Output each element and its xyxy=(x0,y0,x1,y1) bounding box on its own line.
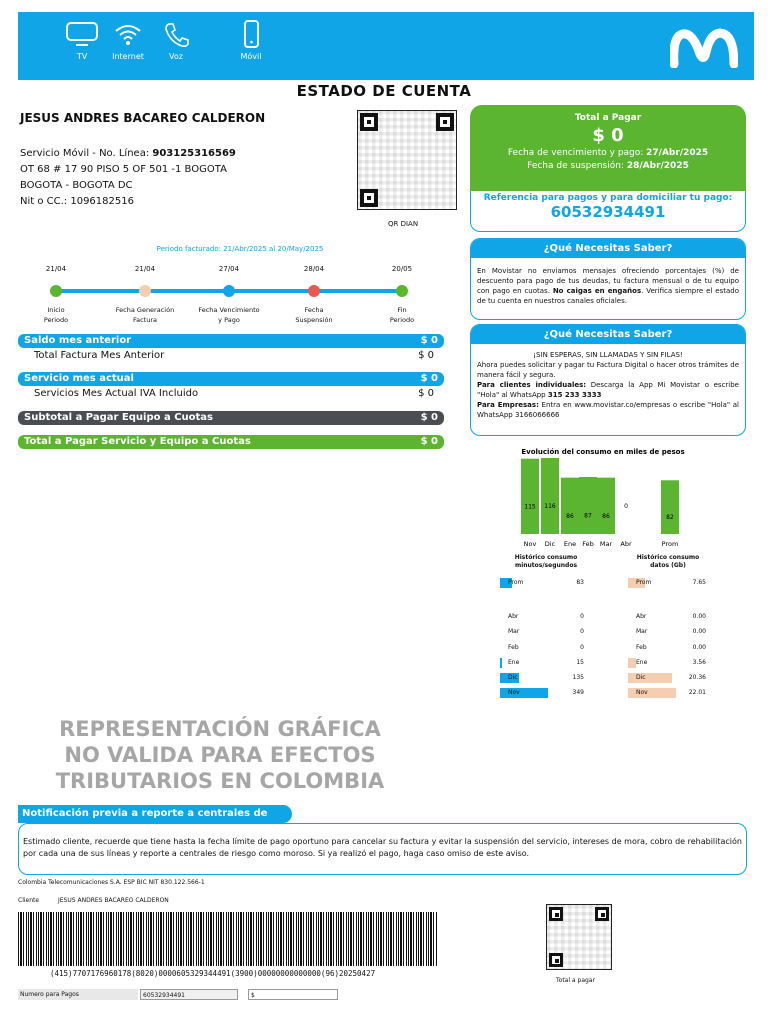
historic-value: 15 xyxy=(576,659,584,666)
billing-timeline xyxy=(20,245,460,335)
historic-value: 83 xyxy=(576,579,584,586)
timeline-date: 21/04 xyxy=(134,265,156,273)
historic-month: Ene xyxy=(636,659,648,666)
payment-qr-code xyxy=(546,904,612,970)
timeline-label: Fin Periodo xyxy=(389,306,415,324)
due-label: Fecha de vencimiento y pago: xyxy=(507,148,647,158)
historic-row xyxy=(628,673,708,683)
total-amount: $ 0 xyxy=(592,125,624,146)
page-title: ESTADO DE CUENTA xyxy=(296,82,472,100)
timeline-label: Fecha Suspensión xyxy=(295,306,333,324)
historic-month: Mar xyxy=(636,628,648,635)
historic-month: Feb xyxy=(508,644,519,651)
historic-bar xyxy=(628,673,672,683)
service-voz: Voz xyxy=(146,20,206,61)
info-box-title: ¿Qué Necesitas Saber? xyxy=(471,239,745,258)
payment-barcode xyxy=(18,912,438,966)
chart-category-label: Abr xyxy=(620,540,632,548)
current-service-sub-row: Servicios Mes Actual IVA Incluido $ 0 xyxy=(34,388,434,399)
historic-month: Prom xyxy=(508,579,524,586)
chart-value-label: 86 xyxy=(566,512,574,520)
reference-label: Referencia para pagos y para domiciliar tu pago: xyxy=(483,193,733,203)
chart-value-label: 82 xyxy=(666,514,674,522)
timeline-date: 28/04 xyxy=(303,265,325,273)
timeline-date: 21/04 xyxy=(45,265,67,273)
historic-value: 22.01 xyxy=(688,689,706,696)
service-movil: Móvil xyxy=(221,20,281,61)
chart-category-label: Feb xyxy=(582,540,594,548)
historic-bar xyxy=(628,658,636,668)
historic-value: 0 xyxy=(580,644,584,651)
chart-bar xyxy=(541,458,559,534)
historic-month: Feb xyxy=(636,644,647,651)
equipment-subtotal-row: Subtotal a Pagar Equipo a Cuotas $ 0 xyxy=(18,411,444,425)
service-tv: TV xyxy=(52,20,112,61)
chart-bar xyxy=(661,480,679,534)
chart-value-label: 116 xyxy=(544,503,556,510)
historic-value: 20.36 xyxy=(688,674,706,681)
timeline-dot xyxy=(50,285,62,297)
chart-category-label: Mar xyxy=(599,540,613,548)
billing-period: Periodo facturado: 21/Abr/2025 al 20/May/2025 xyxy=(156,245,324,253)
timeline-dot xyxy=(396,285,408,297)
timeline-date: 20/05 xyxy=(391,265,413,273)
reference-number: 60532934491 xyxy=(550,203,666,221)
historic-value: 0.00 xyxy=(692,644,706,651)
qr-dian-code xyxy=(357,110,457,210)
historic-value: 0 xyxy=(580,613,584,620)
line-number: 903125316569 xyxy=(152,148,236,159)
info-box-body: En Movistar no enviamos mensajes ofreciendo porcentajes (%) de descuento para pago de tus deudas, tu factura mensual o de tu equipo con pago en cuotas. No caigas en engaños. Verifica siempre el estado de tu cuenta en nuestros canales oficiales. xyxy=(477,267,739,305)
timeline-date: 27/04 xyxy=(218,265,240,273)
current-service-row: Servicio mes actual $ 0 xyxy=(18,372,444,386)
chart-bar xyxy=(597,478,615,534)
customer-info xyxy=(20,146,236,210)
barcode-text: (415)7707176960178(8020)0000605329344491(3900)00000000000000(96)20250427 xyxy=(50,969,376,978)
consumption-chart xyxy=(500,444,730,550)
info-box-scams xyxy=(470,238,746,320)
wifi-icon xyxy=(111,20,145,48)
chart-value-label: 86 xyxy=(602,512,610,520)
pay-number-field: 60532934491 xyxy=(140,989,238,1000)
historic-row xyxy=(500,658,592,668)
customer-nit: Nit o CC.: 1096182516 xyxy=(20,196,134,207)
customer-name: JESUS ANDRES BACAREO CALDERON xyxy=(20,111,266,125)
amount-field[interactable]: $ xyxy=(248,989,338,1000)
company-legal: Colombia Telecomunicaciones S.A. ESP BIC NIT 830.122.566-1 xyxy=(18,879,205,886)
chart-title: Evolución del consumo en miles de pesos xyxy=(521,448,685,456)
historic-row xyxy=(500,688,592,698)
timeline-label: Fecha Generación Factura xyxy=(115,306,175,324)
historic-row xyxy=(628,658,708,668)
address-line-1: OT 68 # 17 90 PISO 5 OF 501 -1 BOGOTA xyxy=(20,164,227,175)
historic-row xyxy=(628,643,708,653)
historic-month: Prom xyxy=(636,579,652,586)
previous-invoice-row: Total Factura Mes Anterior $ 0 xyxy=(34,350,434,361)
address-line-2: BOGOTA - BOGOTA DC xyxy=(20,180,133,191)
payment-qr-label: Total a pagar xyxy=(556,977,595,984)
chart-bar xyxy=(561,478,579,534)
info-box-body: ¡SIN ESPERAS, SIN LLAMADAS Y SIN FILAS! Ahora puedes solicitar y pagar tu Factura Digital o hacer otros trámites de manera fácil y segura. Para clientes individuales: Descarga la App Mi Movistar o escribe "Hola" al WhatsApp 315 233 3333 Para Empresas: Entra en www.movistar.co/empresas o escribe "Hola" al WhatsApp 3166066666 xyxy=(477,351,739,419)
historic-month: Ene xyxy=(508,659,520,666)
total-to-pay-box xyxy=(470,105,746,191)
chart-value-label: 0 xyxy=(624,503,628,510)
chart-category-label: Dic xyxy=(544,540,556,548)
chart-value-label: 115 xyxy=(524,503,536,511)
timeline-label: Fecha Vencimiento y Pago xyxy=(198,306,260,324)
timeline-label: Inicio Periodo xyxy=(43,306,69,324)
historic-row xyxy=(500,578,592,588)
historic-month: Abr xyxy=(636,613,647,620)
timeline-dot xyxy=(308,285,320,297)
chart-category-label: Prom xyxy=(661,540,679,548)
info-box-title: ¿Qué Necesitas Saber? xyxy=(471,325,745,344)
previous-balance-row: Saldo mes anterior $ 0 xyxy=(18,334,444,348)
historic-month: Nov xyxy=(508,689,520,696)
grand-total-row: Total a Pagar Servicio y Equipo a Cuotas $ 0 xyxy=(18,435,444,449)
risk-notification-title: Notificación previa a reporte a centrales de riesgo xyxy=(18,805,292,823)
historic-minutes-table: Histórico consumo minutos/segundos Prom 83 Abr 0 Mar 0 Feb 0 Ene 15 Dic 135 Nov 349 xyxy=(500,554,592,704)
chart-category-label: Ene xyxy=(563,540,577,548)
chart-bar xyxy=(521,459,539,534)
historic-value: 0 xyxy=(580,628,584,635)
phone-icon xyxy=(159,20,193,48)
historic-value: 0.00 xyxy=(692,628,706,635)
historic-value: 3.56 xyxy=(692,659,706,666)
historic-row xyxy=(628,578,708,588)
historic-value: 135 xyxy=(572,674,584,681)
historic-value: 0.00 xyxy=(692,613,706,620)
client-name: JESUS ANDRES BACAREO CALDERON xyxy=(58,897,169,904)
movistar-logo-icon xyxy=(670,26,738,68)
total-label: Total a Pagar xyxy=(574,113,642,123)
suspension-label: Fecha de suspensión: xyxy=(527,161,627,171)
qr-dian-label: QR DIAN xyxy=(388,220,419,228)
chart-category-label: Nov xyxy=(523,540,537,548)
historic-bar xyxy=(500,658,502,668)
service-internet: Internet xyxy=(98,20,158,61)
payment-reference-box xyxy=(470,191,746,232)
risk-notification-body: Estimado cliente, recuerde que tiene hasta la fecha límite de pago oportuno para cancelar su factura y evitar la suspensión del servicio, intereses de mora, cobro de rehabilitación por cada una de sus líneas y reporte a centrales de riesgo como moroso. Si ya realizó el pago, haga caso omiso de este aviso. xyxy=(18,823,747,875)
timeline-dot xyxy=(139,285,151,297)
historic-data-table: Histórico consumo datos (Gb) Prom 7.65 Abr 0.00 Mar 0.00 Feb 0.00 Ene 3.56 Dic 20.36 Nov 22.01 xyxy=(628,554,708,704)
chart-bar xyxy=(579,477,597,534)
historic-row xyxy=(500,612,592,622)
historic-row xyxy=(628,688,708,698)
historic-row xyxy=(628,627,708,637)
timeline-dot xyxy=(223,285,235,297)
info-box-digital xyxy=(470,324,746,436)
historic-row xyxy=(500,673,592,683)
historic-row xyxy=(628,612,708,622)
historic-value: 349 xyxy=(572,689,584,696)
header-banner xyxy=(18,12,754,80)
line-label: Servicio Móvil - No. Línea: xyxy=(20,148,153,159)
suspension-date: 28/Abr/2025 xyxy=(626,161,689,171)
due-date: 27/Abr/2025 xyxy=(646,148,709,158)
historic-month: Nov xyxy=(636,689,648,696)
chart-value-label: 87 xyxy=(584,512,592,520)
historic-value: 7.65 xyxy=(692,579,706,586)
historic-month: Mar xyxy=(508,628,520,635)
historic-row xyxy=(500,643,592,653)
historic-month: Abr xyxy=(508,613,519,620)
invalid-representation-watermark: REPRESENTACIÓN GRÁFICA NO VALIDA PARA EFECTOS TRIBUTARIOS EN COLOMBIA xyxy=(55,717,385,793)
pay-number-label: Numero para Pagos xyxy=(18,989,138,1000)
historic-month: Dic xyxy=(508,674,518,681)
historic-month: Dic xyxy=(636,674,646,681)
mobile-icon xyxy=(234,20,268,48)
tv-icon xyxy=(65,20,99,48)
client-label: Cliente xyxy=(18,897,40,904)
historic-row xyxy=(500,627,592,637)
